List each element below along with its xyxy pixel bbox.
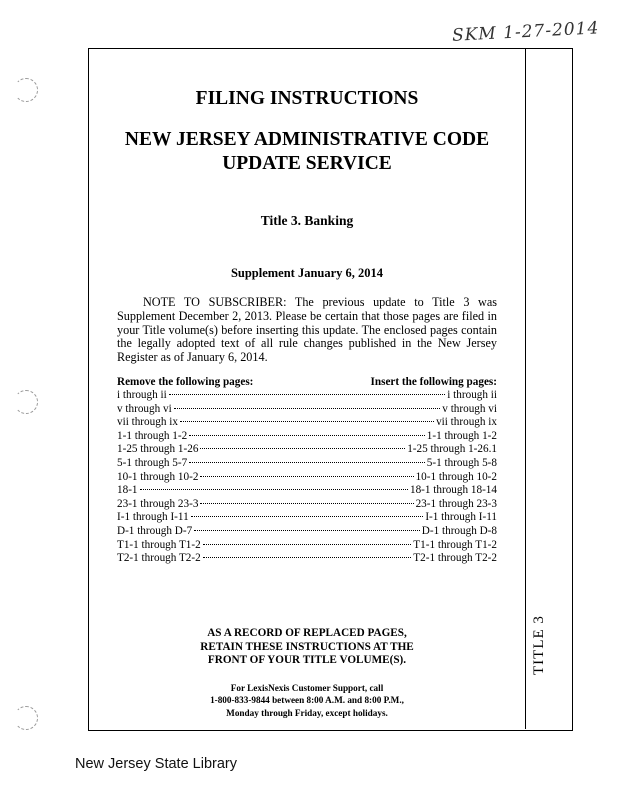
insert-pages-cell: I-1 through I-11	[425, 511, 497, 524]
remove-pages-cell: vii through ix	[117, 416, 178, 429]
insert-column-header: Insert the following pages:	[370, 375, 497, 388]
insert-pages-cell: vii through ix	[436, 416, 497, 429]
binder-hole-mark	[14, 78, 38, 102]
remove-column-header: Remove the following pages:	[117, 375, 254, 388]
table-row	[117, 403, 497, 417]
table-row	[117, 525, 497, 539]
insert-pages-cell: T1-1 through T1-2	[413, 538, 497, 551]
table-row	[117, 498, 497, 512]
binder-hole-mark	[14, 390, 38, 414]
subtitle-line-2: UPDATE SERVICE	[222, 153, 392, 174]
dot-leader	[203, 557, 412, 558]
table-row	[117, 552, 497, 566]
remove-pages-cell: 5-1 through 5-7	[117, 456, 188, 469]
handwritten-initials-date: SKM 1-27-2014	[451, 18, 600, 46]
filing-instructions-content	[117, 88, 497, 566]
remove-pages-cell: T2-1 through T2-2	[117, 552, 201, 565]
table-row	[117, 457, 497, 471]
binder-hole-mark	[14, 706, 38, 730]
remove-pages-cell: v through vi	[117, 402, 172, 415]
record-notice-line-2: RETAIN THESE INSTRUCTIONS AT THE	[200, 640, 414, 653]
dot-leader	[180, 421, 434, 422]
insert-pages-cell: 1-1 through 1-2	[426, 429, 497, 442]
tab-divider-line	[525, 48, 526, 729]
table-row	[117, 511, 497, 525]
remove-pages-cell: T1-1 through T1-2	[117, 538, 201, 551]
support-line-3: Monday through Friday, except holidays.	[226, 707, 388, 718]
dot-leader	[174, 408, 441, 409]
remove-pages-cell: 1-1 through 1-2	[117, 429, 188, 442]
record-notice-line-3: FRONT OF YOUR TITLE VOLUME(S).	[207, 654, 407, 666]
title-tab-label: TITLE 3	[531, 615, 547, 675]
table-row	[117, 539, 497, 553]
record-notice	[117, 627, 497, 719]
remove-pages-cell: 23-1 through 23-3	[117, 497, 199, 510]
insert-pages-cell: 18-1 through 18-14	[409, 484, 497, 497]
support-line-2: 1-800-833-9844 between 8:00 A.M. and 8:00 P.M.,	[210, 695, 404, 705]
remove-pages-cell: i through ii	[117, 388, 167, 401]
table-row	[117, 484, 497, 498]
remove-pages-cell: D-1 through D-7	[117, 524, 193, 537]
insert-pages-cell: 1-25 through 1-26.1	[407, 443, 497, 456]
insert-pages-cell: D-1 through D-8	[421, 524, 497, 537]
dot-leader	[189, 462, 425, 463]
support-line-1: For LexisNexis Customer Support, call	[230, 682, 384, 693]
insert-pages-cell: 10-1 through 10-2	[415, 470, 497, 483]
page-title: FILING INSTRUCTIONS	[195, 88, 419, 109]
table-row	[117, 430, 497, 444]
dot-leader	[203, 544, 412, 545]
remove-pages-cell: 18-1	[117, 484, 138, 497]
supplement-date: Supplement January 6, 2014	[230, 266, 384, 280]
dot-leader	[189, 435, 425, 436]
dot-leader	[191, 516, 424, 517]
insert-pages-cell: 5-1 through 5-8	[426, 456, 497, 469]
remove-pages-cell: I-1 through I-11	[117, 511, 189, 524]
insert-pages-cell: 23-1 through 23-3	[415, 497, 497, 510]
insert-pages-cell: i through ii	[447, 388, 497, 401]
remove-pages-cell: 1-25 through 1-26	[117, 443, 199, 456]
page-replacement-table	[117, 389, 497, 566]
library-stamp: New Jersey State Library	[75, 756, 237, 772]
insert-pages-cell: T2-1 through T2-2	[413, 552, 497, 565]
remove-pages-cell: 10-1 through 10-2	[117, 470, 199, 483]
record-notice-line-1: AS A RECORD OF REPLACED PAGES,	[207, 627, 407, 639]
dot-leader	[194, 530, 420, 531]
table-row	[117, 416, 497, 430]
dot-leader	[200, 448, 405, 449]
dot-leader	[200, 503, 413, 504]
dot-leader	[140, 489, 408, 490]
subtitle-line-1: NEW JERSEY ADMINISTRATIVE CODE	[124, 129, 490, 150]
note-to-subscriber: NOTE TO SUBSCRIBER: The previous update to Title 3 was Supplement December 2, 2013. Please be certain that those pages are filed in your Title volume(s) before inserting this update. The enclosed pages contain the legally adopted text of all rule changes published in the New Jersey Register as of January 6, 2014.	[117, 295, 497, 365]
table-row	[117, 389, 497, 403]
dot-leader	[169, 394, 446, 395]
table-row	[117, 471, 497, 485]
table-row	[117, 443, 497, 457]
title-name: Title 3. Banking	[260, 213, 354, 228]
page-table-header	[117, 376, 497, 389]
insert-pages-cell: v through vi	[442, 402, 497, 415]
dot-leader	[200, 476, 413, 477]
